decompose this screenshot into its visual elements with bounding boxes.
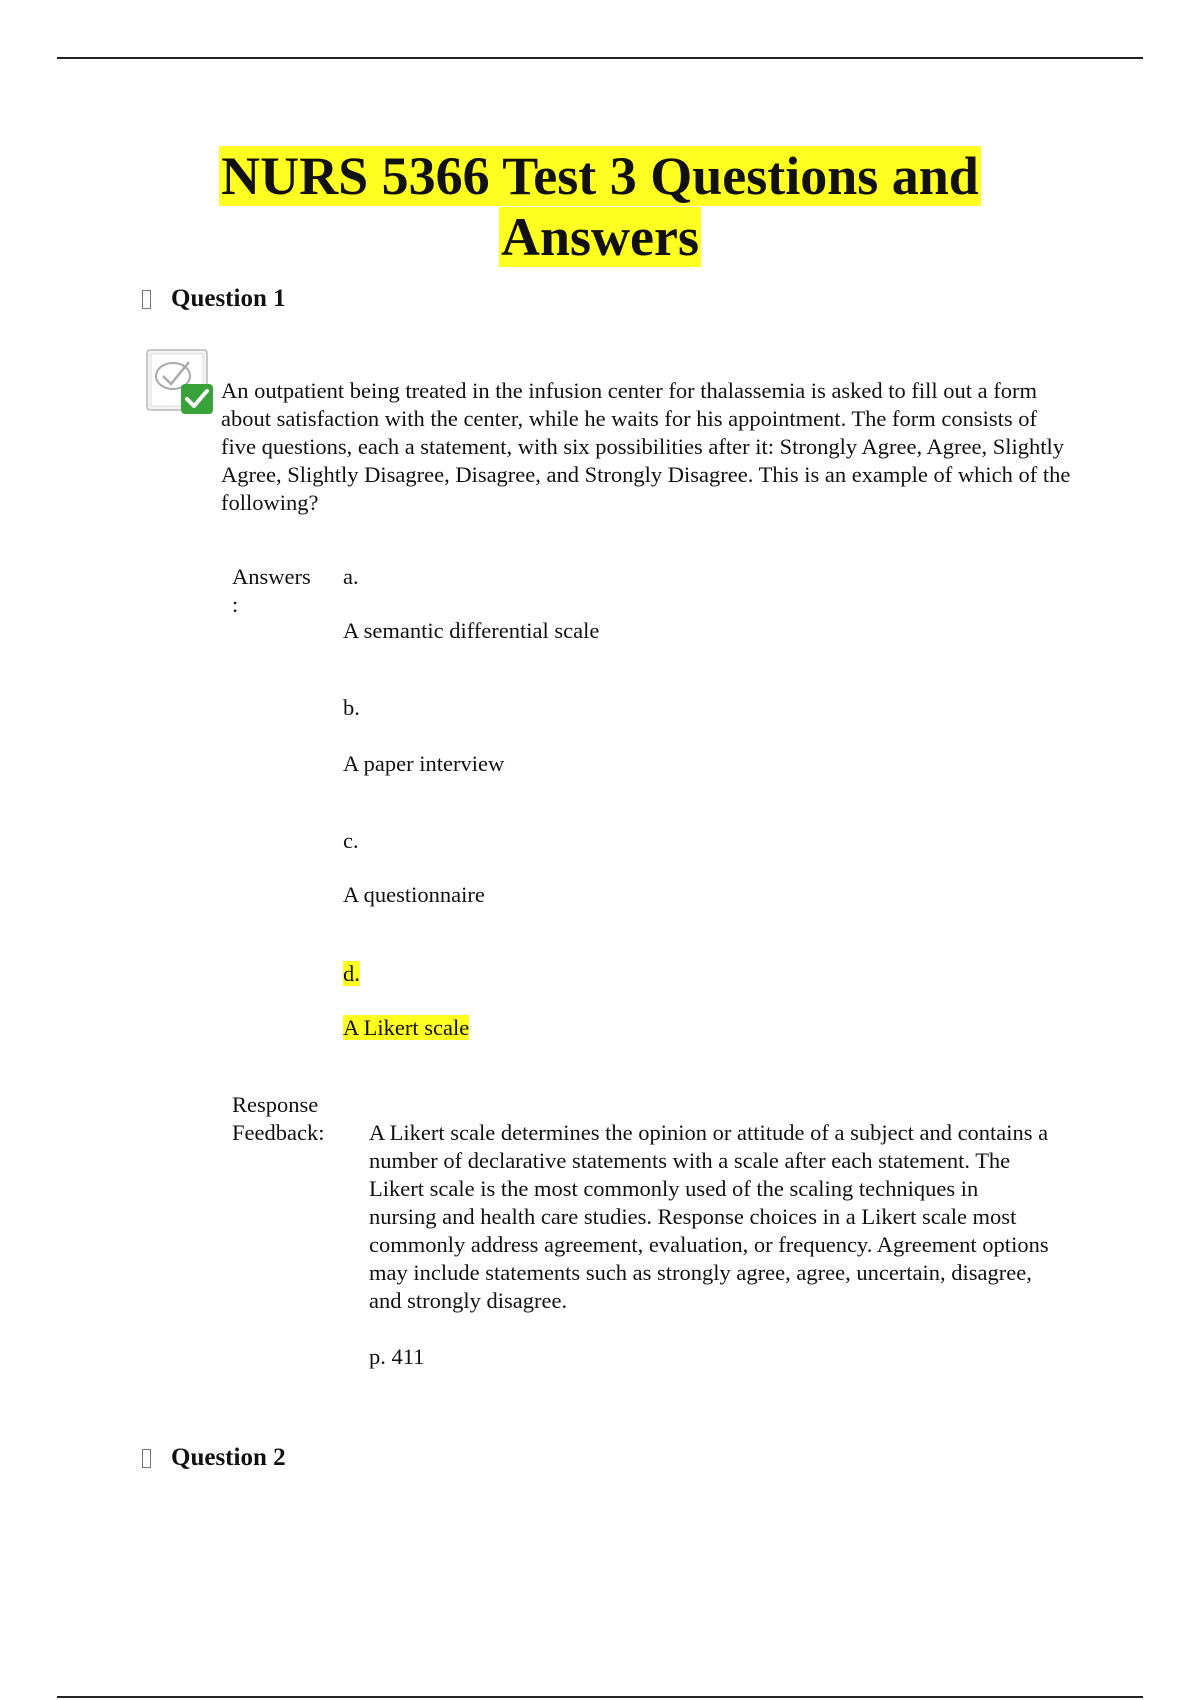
feedback-label-line-2: Feedback: [232, 1120, 325, 1145]
title-line-1: NURS 5366 Test 3 Questions and [221, 146, 979, 206]
answers-label-line-2: : [232, 592, 239, 617]
option-b-text: A paper interview [343, 751, 505, 776]
feedback-label-line-1: Response [232, 1092, 319, 1117]
document-title [0, 146, 1200, 268]
question-1-heading-text: Question 1 [171, 285, 286, 312]
option-d-letter [343, 960, 360, 988]
checkbox-placeholder-icon [142, 1449, 151, 1468]
feedback-text: A Likert scale determines the opinion or attitude of a subject and contains a number of declarative statements with a scale after each statement. The Likert scale is the most commonly used of the scaling techniques in nursing and health care studies. Response choices in a Likert scale most commonly address agreement, evaluation, or frequency. Agreement options may include statements such as strongly agree, agree, uncertain, disagree, and strongly disagree. [369, 1120, 1049, 1313]
response-feedback-label [232, 1091, 324, 1147]
checkbox-placeholder-icon [142, 290, 151, 309]
question-2-heading [142, 1443, 286, 1473]
correct-check-icon [145, 348, 215, 416]
answers-label-line-1: Answers [232, 564, 311, 589]
option-d-text-highlight: A Likert scale [343, 1015, 470, 1040]
answers-label [232, 563, 311, 619]
question-1-heading [142, 284, 286, 314]
option-a-letter: a. [343, 564, 359, 589]
option-d-letter-highlight: d. [343, 961, 360, 986]
page-reference: p. 411 [369, 1344, 425, 1369]
question-2-heading-text: Question 2 [171, 1444, 286, 1471]
top-rule [57, 57, 1143, 59]
option-c-letter: c. [343, 828, 359, 853]
question-1-text: An outpatient being treated in the infusion center for thalassemia is asked to fill out a form about satisfaction with the center, while he waits for his appointment. The form consists of five questions, each a statement, with six possibilities after it: Strongly Agree, Agree, Slightly Agree, Slightly Disagree, Disagree, and Strongly Disagree. This is an example of which of the following? [221, 378, 1071, 515]
option-c-text: A questionnaire [343, 882, 485, 907]
bottom-rule [57, 1696, 1143, 1698]
option-a-text: A semantic differential scale [343, 618, 600, 643]
option-d-text [343, 1014, 469, 1042]
title-line-2: Answers [501, 207, 699, 267]
option-b-letter: b. [343, 695, 360, 720]
